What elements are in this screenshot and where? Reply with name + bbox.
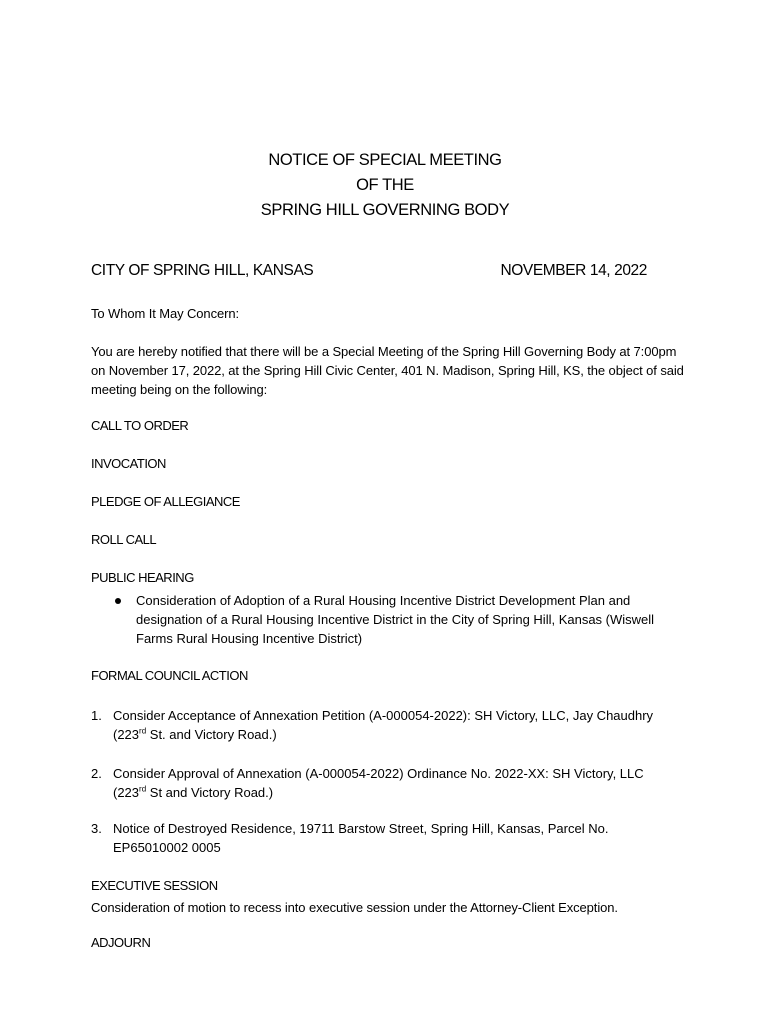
title-line-1: NOTICE OF SPECIAL MEETING [268,151,502,169]
heading-formal-council-action: FORMAL COUNCIL ACTION [91,668,248,683]
item-line-2-pre: (223 [113,727,140,742]
item-line-2-sup: rd [139,784,147,794]
item-line-2-pre: EP65010002 0005 [113,840,221,855]
heading-roll-call: ROLL CALL [91,532,157,547]
item-number: 3. [91,821,102,836]
item-line-2-post: St. and Victory Road.) [146,727,277,742]
heading-adjourn: ADJOURN [91,935,151,950]
title-line-3: SPRING HILL GOVERNING BODY [260,201,510,219]
city-name: CITY OF SPRING HILL, KANSAS [91,262,314,279]
item-number: 1. [91,708,102,723]
heading-invocation: INVOCATION [91,456,166,471]
item-text [113,819,688,857]
item-line-2-pre: (223 [113,785,140,800]
public-hearing-item-text: Consideration of Adoption of a Rural Housing Incentive District Development Plan and designation of a Rural Housing Incentive District in the City of Spring Hill, Kansas (Wiswell Farms Rural Housing Incentive District) [136,593,655,646]
item-number: 2. [91,766,102,781]
salutation: To Whom It May Concern: [91,306,239,321]
item-text [113,706,688,744]
item-line-2-sup: rd [139,726,147,736]
item-line-1: Consider Acceptance of Annexation Petition (A-000054-2022): SH Victory, LLC, Jay Chaudhry [113,708,654,723]
bullet-icon [115,598,121,604]
item-text [113,764,688,802]
item-line-1: Consider Approval of Annexation (A-000054-2022) Ordinance No. 2022-XX: SH Victory, LLC [113,766,644,781]
title-line-2: OF THE [356,176,414,194]
item-line-1: Notice of Destroyed Residence, 19711 Barstow Street, Spring Hill, Kansas, Parcel No. [113,821,609,836]
heading-call-to-order: CALL TO ORDER [91,418,189,433]
notice-date: NOVEMBER 14, 2022 [500,262,647,279]
heading-pledge: PLEDGE OF ALLEGIANCE [91,494,240,509]
executive-session-text: Consideration of motion to recess into executive session under the Attorney-Client Exception. [91,900,618,915]
notice-title [0,148,770,223]
intro-paragraph: You are hereby notified that there will be a Special Meeting of the Spring Hill Governing Body at 7:00pm on November 17, 2022, at the Spring Hill Civic Center, 401 N. Madison, Spring Hill, KS, the object of said meeting being on the following: [91,344,684,397]
heading-executive-session: EXECUTIVE SESSION [91,878,218,893]
heading-public-hearing: PUBLIC HEARING [91,570,194,585]
item-line-2-post: St and Victory Road.) [146,785,274,800]
